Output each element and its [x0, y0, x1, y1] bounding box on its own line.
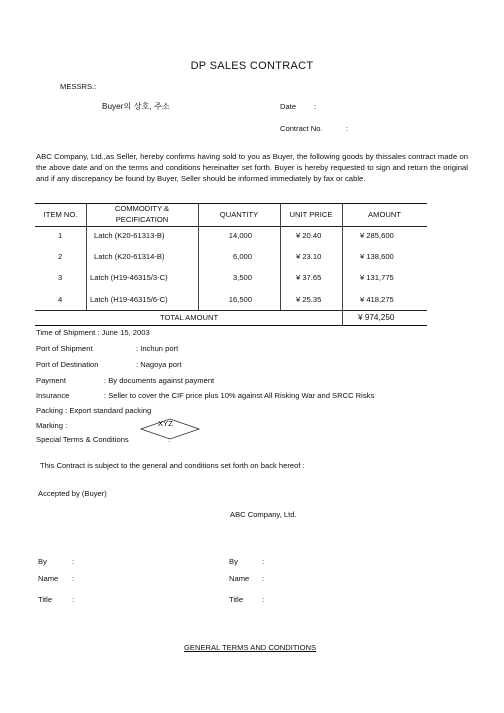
- buyer-by-label: By: [38, 557, 47, 566]
- cell-amount: ¥ 138,600: [360, 252, 394, 261]
- cell-unit-price: ¥ 37.65: [296, 273, 322, 282]
- special-terms-label: Special Terms & Conditions: [36, 435, 129, 444]
- payment-label: Payment: [36, 376, 66, 385]
- general-terms-heading: GENERAL TERMS AND CONDITIONS: [184, 643, 317, 652]
- header-unit-price: UNIT PRICE: [289, 210, 333, 219]
- seller-title-label: Title: [229, 595, 244, 604]
- port-of-shipment-label: Port of Shipment: [36, 344, 93, 353]
- cell-unit-price: ¥ 20.40: [296, 231, 322, 240]
- header-amount: AMOUNT: [368, 210, 401, 219]
- cell-commodity: Latch (H19-46315/6-C): [90, 295, 168, 304]
- cell-quantity: 6,000: [232, 252, 252, 261]
- special-terms-colon: :: [168, 435, 171, 444]
- contract-no-colon: :: [346, 124, 349, 133]
- cell-amount: ¥ 131,775: [360, 273, 394, 282]
- buyer-title-colon: :: [72, 595, 75, 604]
- seller-by-label: By: [229, 557, 238, 566]
- intro-paragraph: ABC Company, Ltd.,as Seller, hereby confirms having sold to you as Buyer, the following goods by thissales contract made on the above date and on the terms and conditions hereinafter set forth. Buyer is hereby requested to sign and return the original and if any discrepancy be found by Buyer, Seller should be informed immediately by fax or cable.: [36, 152, 468, 183]
- marking-label: Marking :: [36, 421, 68, 430]
- cell-quantity: 16,500: [228, 295, 252, 304]
- page-title: DP SALES CONTRACT: [190, 60, 314, 72]
- buyer-name-colon: :: [72, 574, 75, 583]
- header-quantity: QUANTITY: [219, 210, 259, 219]
- header-commodity-line2: PECIFICATION: [115, 215, 169, 224]
- cell-item: 1: [58, 231, 63, 240]
- cell-unit-price: ¥ 25.35: [296, 295, 322, 304]
- seller-title-colon: :: [262, 595, 265, 604]
- cell-item: 4: [58, 295, 63, 304]
- buyer-by-colon: :: [72, 557, 75, 566]
- insurance-value: : Seller to cover the CIF price plus 10% against All Risking War and SRCC Risks: [104, 391, 375, 400]
- time-of-shipment: Time of Shipment : June 15, 2003: [36, 328, 150, 337]
- seller-name-label: Name: [229, 574, 250, 583]
- port-of-destination-label: Port of Destination: [36, 360, 99, 369]
- seller-by-colon: :: [262, 557, 265, 566]
- date-label: Date: [280, 102, 297, 111]
- subject-note: This Contract is subject to the general and conditions set forth on back hereof :: [40, 461, 305, 470]
- header-item-no: ITEM NO.: [43, 210, 78, 219]
- cell-item: 3: [58, 273, 63, 282]
- contract-no-label: Contract No.: [280, 124, 323, 133]
- accepted-by-buyer: Accepted by (Buyer): [38, 489, 107, 498]
- insurance-label: Insurance: [36, 391, 70, 400]
- cell-quantity: 3,500: [232, 273, 252, 282]
- cell-amount: ¥ 418,275: [360, 295, 394, 304]
- port-of-destination-value: : Nagoya port: [136, 360, 182, 369]
- buyer-title-label: Title: [38, 595, 53, 604]
- total-amount-label: TOTAL AMOUNT: [160, 313, 219, 322]
- cell-commodity: Latch (K20-61313-B): [94, 231, 165, 240]
- cell-item: 2: [58, 252, 63, 261]
- cell-quantity: 14,000: [228, 231, 252, 240]
- cell-amount: ¥ 285,600: [360, 231, 394, 240]
- marking-value: XYZ: [158, 419, 173, 428]
- payment-value: : By documents against payment: [104, 376, 215, 385]
- buyer-name-address: Buyer의 상호, 주소: [102, 102, 170, 111]
- buyer-name-label: Name: [38, 574, 59, 583]
- messrs-label: MESSRS.:: [60, 82, 97, 91]
- cell-commodity: Latch (K20-61314-B): [94, 252, 165, 261]
- date-colon: :: [314, 102, 317, 111]
- cell-commodity: Latch (H19-46315/3-C): [90, 273, 168, 282]
- cell-unit-price: ¥ 23.10: [296, 252, 322, 261]
- port-of-shipment-value: : Inchun port: [136, 344, 179, 353]
- seller-name-colon: :: [262, 574, 265, 583]
- total-amount-value: ¥ 974,250: [358, 313, 395, 322]
- seller-company: ABC Company, Ltd.: [230, 510, 297, 519]
- packing: Packing : Export standard packing: [36, 406, 152, 415]
- header-commodity-line1: COMMODITY &: [114, 204, 170, 213]
